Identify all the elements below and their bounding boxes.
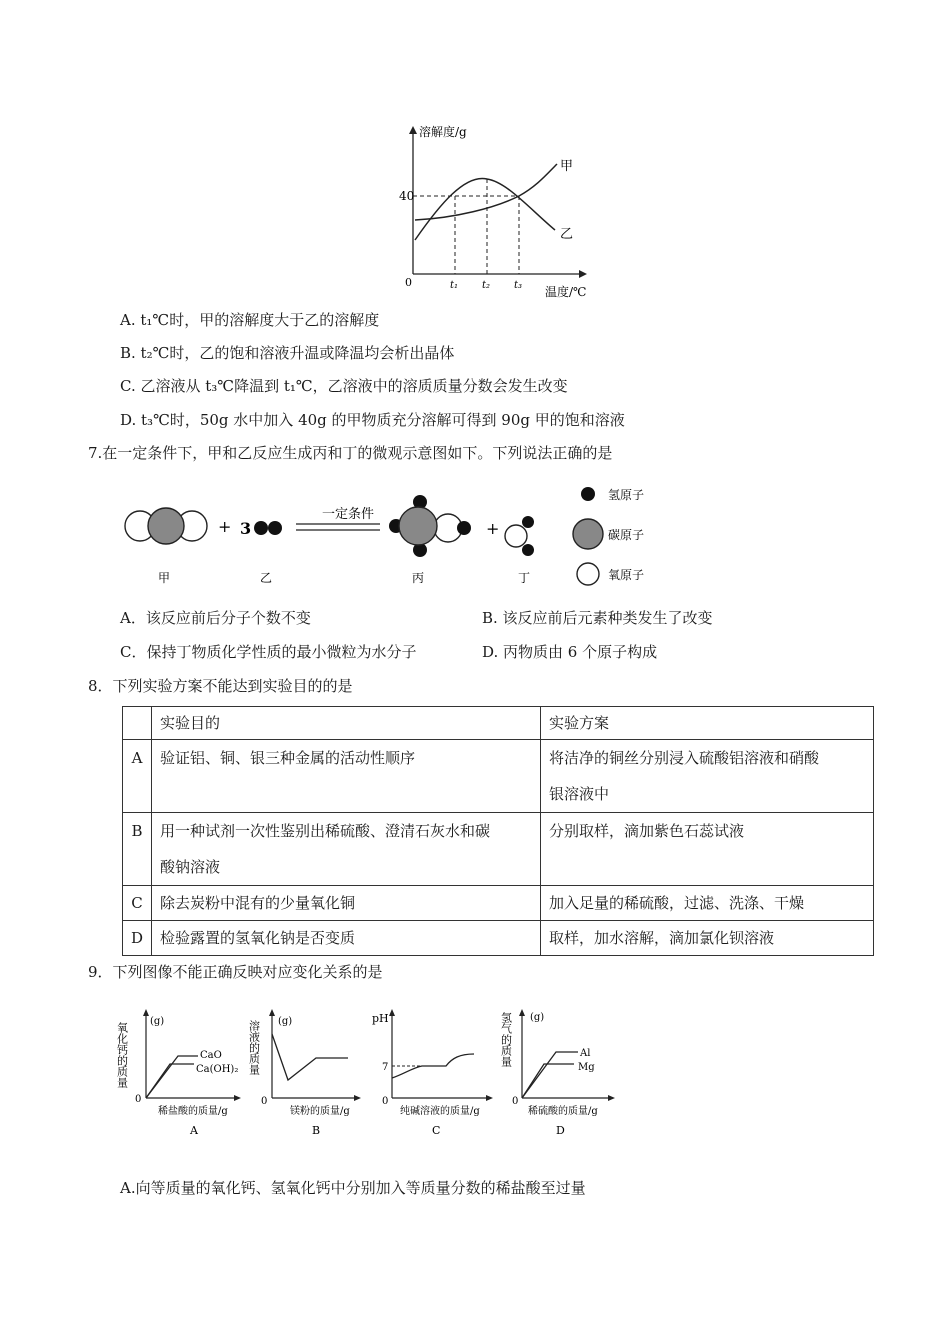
- table-row: [123, 813, 874, 886]
- label-bing: 丙: [412, 571, 425, 585]
- graph-b-unit: (g): [278, 1016, 293, 1027]
- graph-d-series-mg: Mg: [578, 1062, 595, 1073]
- row-label: D: [123, 921, 152, 956]
- experiment-table: [122, 706, 874, 956]
- legend-oxygen: 氧原子: [608, 568, 645, 582]
- q7-stem: 7.在一定条件下，甲和乙反应生成丙和丁的微观示意图如下。下列说法正确的是: [88, 444, 613, 462]
- row-plan: 加入足量的稀硫酸，过滤、洗涤、干燥: [541, 886, 874, 921]
- graph-c-ylabel: pH: [372, 1012, 389, 1025]
- graph-c-xlabel: 纯碱溶液的质量/g: [400, 1106, 480, 1117]
- y-tick-40: 40: [399, 189, 415, 203]
- graph-d-id: D: [556, 1124, 565, 1137]
- plus-sign: +: [218, 517, 232, 536]
- row-goal: 验证铝、铜、银三种金属的活动性顺序: [152, 740, 541, 813]
- graph-d-unit: (g): [530, 1012, 545, 1023]
- row-label: B: [123, 813, 152, 886]
- legend-carbon: 碳原子: [608, 528, 645, 542]
- graph-d-ylabel: 氢气的质量: [499, 1012, 513, 1067]
- header-label: [123, 707, 152, 740]
- table-row: [123, 886, 874, 921]
- q7-option-a: A．该反应前后分子个数不变: [120, 609, 311, 627]
- y-axis-label: 溶解度/g: [419, 125, 467, 139]
- graph-a-origin: 0: [135, 1094, 142, 1105]
- q9-graphs: [115, 1006, 620, 1144]
- x-tick-t1: t₁: [450, 280, 459, 291]
- graph-a-xlabel: 稀盐酸的质量/g: [158, 1106, 228, 1117]
- goal-line: 酸钠溶液: [160, 858, 221, 876]
- graph-d-origin: 0: [512, 1096, 519, 1107]
- origin-label: 0: [405, 276, 412, 289]
- row-label: C: [123, 886, 152, 921]
- graph-c-tick-7: 7: [382, 1062, 389, 1073]
- reaction-diagram: [118, 478, 678, 588]
- label-ding: 丁: [518, 571, 531, 585]
- graph-d: [500, 1009, 616, 1137]
- table-row: [123, 740, 874, 813]
- table-row: [123, 921, 874, 956]
- table-header: [123, 707, 874, 740]
- condition-label: 一定条件: [322, 507, 375, 522]
- graph-b-origin: 0: [261, 1096, 268, 1107]
- graph-a: [116, 1009, 242, 1137]
- x-tick-t3: t₃: [514, 280, 523, 291]
- graph-b-xlabel: 镁粉的质量/g: [290, 1106, 350, 1117]
- label-yi: 乙: [260, 571, 273, 585]
- q9-stem: 9．下列图像不能正确反映对应变化关系的是: [88, 963, 383, 981]
- graph-b: [248, 1009, 362, 1137]
- row-plan: 分别取样，滴加紫色石蕊试液: [541, 813, 874, 886]
- q6-option-d: D. t₃℃时，50g 水中加入 40g 的甲物质充分溶解可得到 90g 甲的饱和溶液: [120, 411, 625, 429]
- q6-option-c: C. 乙溶液从 t₃℃降温到 t₁℃，乙溶液中的溶质质量分数会发生改变: [120, 377, 568, 395]
- graph-b-ylabel: 溶液的质量: [247, 1020, 261, 1075]
- label-jia: 甲: [158, 571, 171, 585]
- plan-line: 银溶液中: [549, 785, 610, 803]
- q9-option-a: A.向等质量的氧化钙、氢氧化钙中分别加入等质量分数的稀盐酸至过量: [120, 1179, 586, 1197]
- legend-hydrogen: 氢原子: [608, 488, 645, 502]
- q7-option-d: D. 丙物质由 6 个原子构成: [482, 643, 658, 661]
- q8-stem: 8．下列实验方案不能达到实验目的的是: [88, 677, 353, 695]
- row-goal: 检验露置的氢氧化钠是否变质: [152, 921, 541, 956]
- plus-sign-2: +: [486, 519, 500, 538]
- curve-jia-label: 甲: [560, 159, 574, 174]
- x-tick-t2: t₂: [482, 280, 491, 291]
- goal-line: 用一种试剂一次性鉴别出稀硫酸、澄清石灰水和碳: [160, 822, 491, 840]
- graph-a-ylabel: 氧化钙的质量: [115, 1022, 129, 1088]
- row-plan: 取样，加水溶解，滴加氯化钡溶液: [541, 921, 874, 956]
- graph-a-series-caoh2: Ca(OH)₂: [196, 1064, 239, 1075]
- row-goal: 除去炭粉中混有的少量氧化铜: [152, 886, 541, 921]
- graph-c-origin: 0: [382, 1096, 389, 1107]
- graph-a-unit: (g): [150, 1016, 165, 1027]
- row-label: A: [123, 740, 152, 813]
- graph-b-id: B: [312, 1124, 321, 1137]
- graph-d-xlabel: 稀硫酸的质量/g: [528, 1106, 598, 1117]
- q6-option-b: B. t₂℃时，乙的饱和溶液升温或降温均会析出晶体: [120, 344, 455, 362]
- curve-yi-label: 乙: [560, 227, 574, 242]
- graph-a-series-cao: CaO: [200, 1050, 222, 1061]
- row-plan: [541, 740, 874, 813]
- graph-c: [372, 1009, 493, 1137]
- x-axis-label: 温度/℃: [545, 285, 587, 299]
- row-goal: [152, 813, 541, 886]
- coefficient-3: 3: [240, 519, 252, 538]
- q6-option-a: A. t₁℃时，甲的溶解度大于乙的溶解度: [120, 311, 380, 329]
- graph-c-id: C: [432, 1124, 441, 1137]
- q7-option-c: C．保持丁物质化学性质的最小微粒为水分子: [120, 643, 417, 661]
- header-plan: 实验方案: [541, 707, 874, 740]
- plan-line: 将洁净的铜丝分别浸入硫酸铝溶液和硝酸: [549, 749, 820, 767]
- graph-a-id: A: [190, 1124, 198, 1137]
- header-goal: 实验目的: [152, 707, 541, 740]
- q7-option-b: B. 该反应前后元素种类发生了改变: [482, 609, 713, 627]
- graph-d-series-al: Al: [580, 1048, 591, 1059]
- solubility-graph: [395, 124, 595, 300]
